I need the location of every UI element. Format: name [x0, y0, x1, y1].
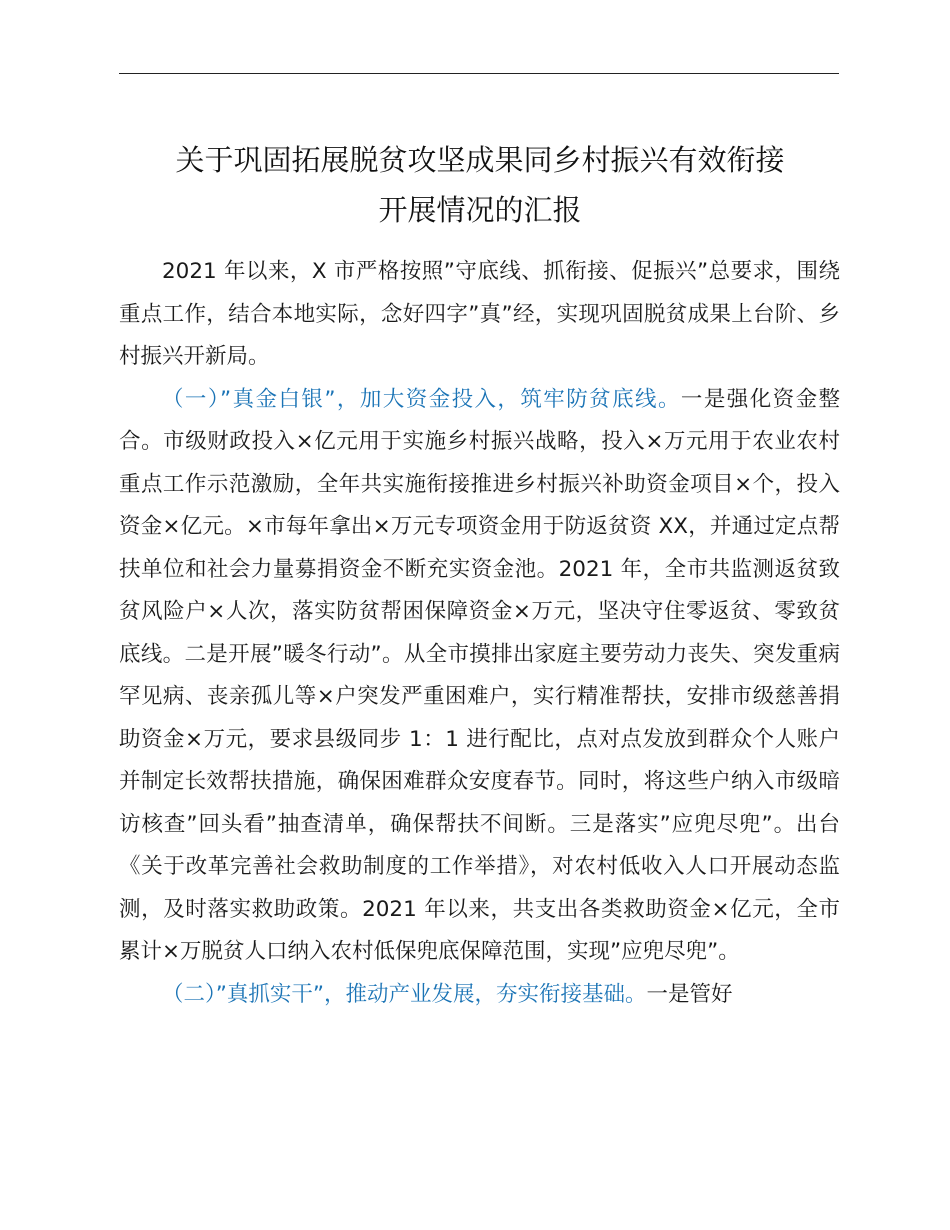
intro-paragraph: 2021 年以来，X 市严格按照”守底线、抓衔接、促振兴”总要求，围绕重点工作，结合本地实际，念好四字”真”经，实现巩固脱贫成果上台阶、乡村振兴开新局。 — [119, 259, 840, 369]
section-2-paragraph — [119, 974, 840, 1017]
section-1-paragraph — [119, 379, 840, 974]
section-2-heading: （二）”真抓实干”，推动产业发展，夯实衔接基础。 — [162, 981, 647, 1007]
document-title-line-2: 开展情况的汇报 — [378, 193, 582, 227]
section-1-heading: （一）”真金白银”，加大资金投入，筑牢防贫底线。 — [162, 386, 681, 412]
section-1-body: 一是强化资金整合。市级财政投入×亿元用于实施乡村振兴战略，投入×万元用于农业农村重点工作示范激励，全年共实施衔接推进乡村振兴补助资金项目×个，投入资金×亿元。×市每年拿出×万元专项资金用于防返贫资 XX，并通过定点帮扶单位和社会力量募捐资金不断充实资金池。2021 年，全市共监测返贫致贫风险户×人次，落实防贫帮困保障资金×万元，坚决守住零返贫、零致贫底线。二是开展”暖冬行动”。从全市摸排出家庭主要劳动力丧失、突发重病罕见病、丧亲孤儿等×户突发严重困难户，实行精准帮扶，安排市级慈善捐助资金×万元，要求县级同步 1：1 进行配比，点对点发放到群众个人账户并制定长效帮扶措施，确保困难群众安度春节。同时，将这些户纳入市级暗访核查”回头看”抽查清单，确保帮扶不间断。三是落实”应兜尽兜”。出台《关于改革完善社会救助制度的工作举措》，对农村低收入人口开展动态监测，及时落实救助政策。2021 年以来，共支出各类救助资金×亿元，全市累计×万脱贫人口纳入农村低保兜底保障范围，实现”应兜尽兜”。 — [119, 386, 840, 964]
header-rule — [119, 73, 839, 74]
section-2-body: 一是管好 — [646, 981, 733, 1007]
document-body — [119, 251, 840, 1016]
document-title-line-1: 关于巩固拓展脱贫攻坚成果同乡村振兴有效衔接 — [175, 143, 785, 177]
